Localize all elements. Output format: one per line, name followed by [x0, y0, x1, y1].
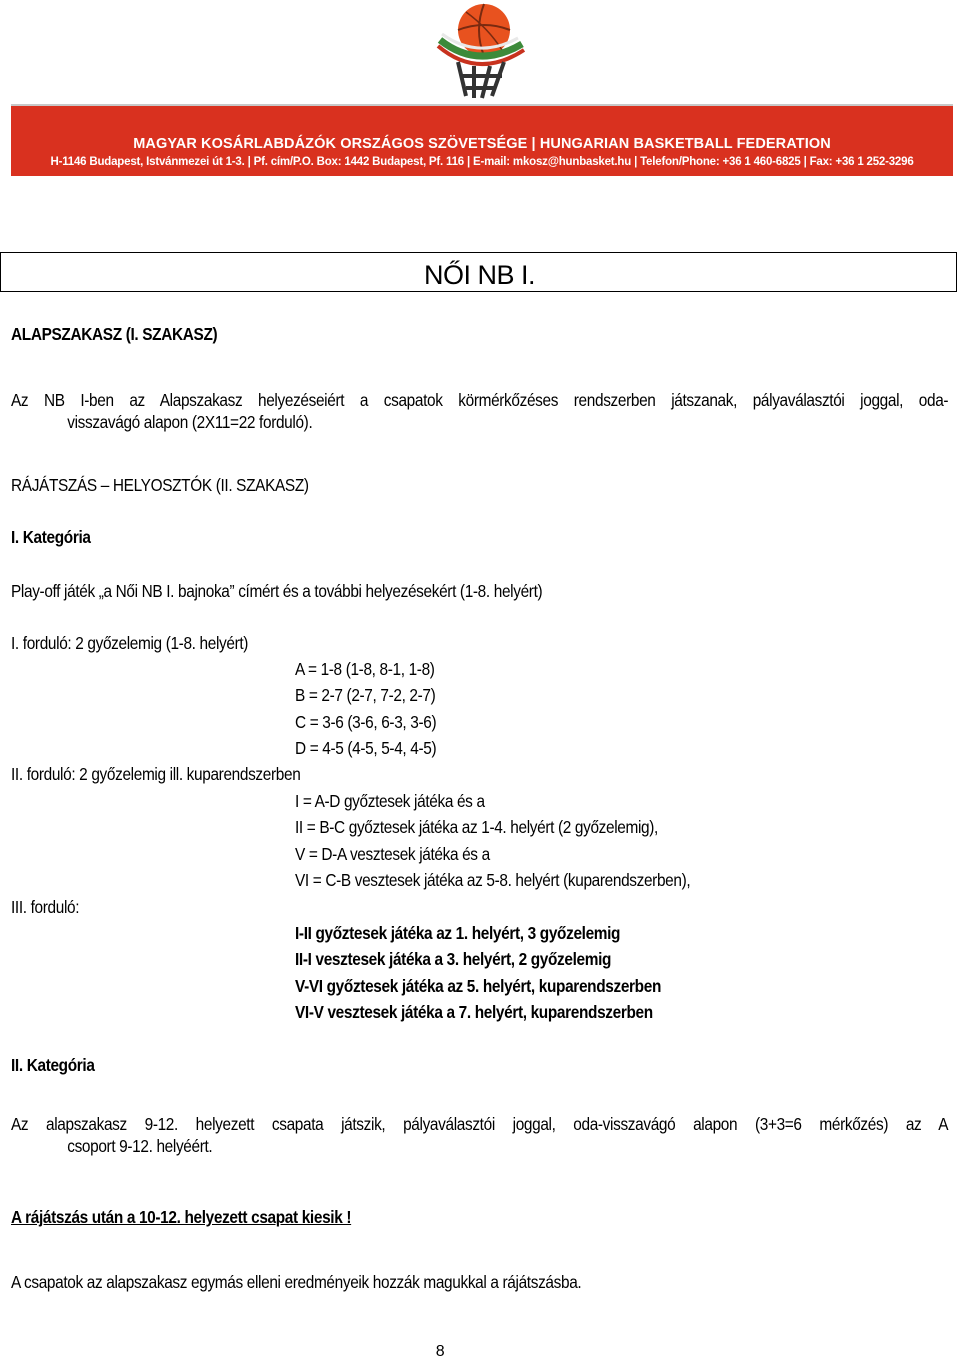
category-2-heading: II. Kategória — [11, 1055, 95, 1075]
round-1-label: I. forduló: 2 győzelemig (1-8. helyért) — [11, 633, 249, 653]
round-1-pair: B = 2-7 (2-7, 7-2, 2-7) — [295, 685, 436, 705]
round-2-pair: V = D-A vesztesek játéka és a — [295, 844, 490, 864]
round-3-pair: V-VI győztesek játéka az 5. helyért, kuparendszerben — [295, 976, 662, 996]
federation-name: MAGYAR KOSÁRLABDÁZÓK ORSZÁGOS SZÖVETSÉGE | HUNGARIAN BASKETBALL FEDERATION — [133, 136, 831, 152]
category-1-intro: Play-off játék „a Női NB I. bajnoka” címért és a további helyezésekért (1-8. helyért) — [11, 581, 543, 601]
round-3-pair: II-I vesztesek játéka a 3. helyért, 2 győzelemig — [295, 949, 612, 969]
category-2-paragraph — [11, 1113, 948, 1157]
section1-paragraph — [11, 389, 948, 433]
federation-contact: H-1146 Budapest, Istvánmezei út 1-3. | Pf. cím/P.O. Box: 1442 Budapest, Pf. 116 | E-mail: mkosz@hunbasket.hu | Telefon/Phone: +36 1 460-6825 | Fax: +36 1 252-3296 — [50, 156, 914, 168]
round-3-pair: I-II győztesek játéka az 1. helyért, 3 győzelemig — [295, 923, 621, 943]
round-1-pair: C = 3-6 (3-6, 6-3, 3-6) — [295, 712, 437, 732]
category-2-line2: csoport 9-12. helyéért. — [67, 1136, 213, 1156]
category-1-heading: I. Kategória — [11, 527, 91, 547]
round-2-pair: VI = C-B vesztesek játéka az 5-8. helyért (kuparendszerben), — [295, 870, 691, 890]
relegation-note: A rájátszás után a 10-12. helyezett csapat kiesik ! — [11, 1207, 352, 1227]
banner-divider — [11, 104, 953, 106]
category-2-line1: Az alapszakasz 9-12. helyezett csapata játszik, pályaválasztói joggal, oda-visszavágó alapon (3+3=6 mérkőzés) az A — [11, 1114, 949, 1134]
title-box — [0, 252, 957, 292]
section-heading-alapszakasz: ALAPSZAKASZ (I. SZAKASZ) — [11, 324, 218, 344]
closing-note: A csapatok az alapszakasz egymás elleni eredményeik hozzák magukkal a rájátszásba. — [11, 1272, 582, 1292]
round-2-pair: I = A-D győztesek játéka és a — [295, 791, 485, 811]
round-2-label: II. forduló: 2 győzelemig ill. kuparendszerben — [11, 764, 301, 784]
round-2-pair: II = B-C győztesek játéka az 1-4. helyért (2 győzelemig), — [295, 817, 658, 837]
section1-line1: Az NB I-ben az Alapszakasz helyezéseiért a csapatok körmérkőzéses rendszerben játszanak, pályaválasztói joggal, oda- — [11, 390, 949, 410]
page-title: NŐI NB I. — [423, 260, 535, 290]
round-1-pair: D = 4-5 (4-5, 5-4, 4-5) — [295, 738, 437, 758]
round-3-label: III. forduló: — [11, 897, 80, 917]
round-3-pair: VI-V vesztesek játéka a 7. helyért, kuparendszerben — [295, 1002, 653, 1022]
round-1-pair: A = 1-8 (1-8, 8-1, 1-8) — [295, 659, 435, 679]
section-heading-rajatszas: RÁJÁTSZÁS – HELYOSZTÓK (II. SZAKASZ) — [11, 475, 309, 495]
federation-banner — [11, 104, 953, 176]
section1-line2: visszavágó alapon (2X11=22 forduló). — [67, 412, 313, 432]
page-number: 8 — [435, 1343, 445, 1360]
